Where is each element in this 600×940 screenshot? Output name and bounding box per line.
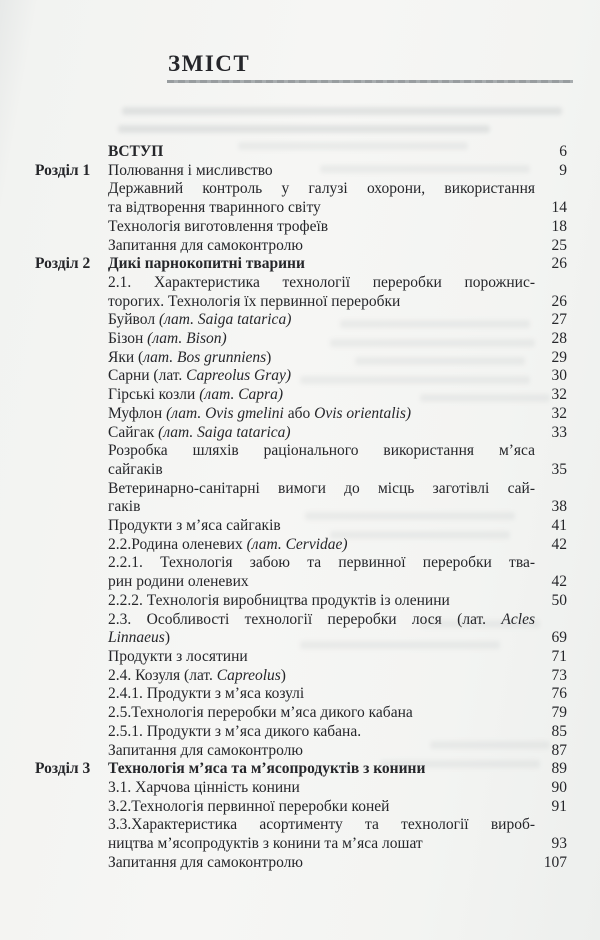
- toc-entry-text: [108, 180, 535, 217]
- toc-row: [35, 779, 567, 798]
- entry-text: 2.5.1. Продукти з м’яса дикого кабана.: [108, 722, 362, 740]
- toc-entry-line: [108, 723, 535, 742]
- page-number: 18: [551, 217, 567, 235]
- page-number: 76: [551, 685, 567, 703]
- toc-entry-text: [108, 779, 535, 798]
- toc-row: [35, 742, 567, 761]
- page-number: 41: [551, 517, 567, 535]
- toc-row: [35, 798, 567, 817]
- entry-text: Технологія виготовлення трофеїв: [108, 217, 329, 235]
- toc-row: [35, 723, 567, 742]
- latin-name: (лат. Capra): [199, 386, 283, 404]
- toc-entry-text: [108, 218, 535, 237]
- page-number: 85: [551, 722, 567, 740]
- entry-text: ): [280, 666, 286, 684]
- entry-text: 2.2.1. Технологія забою та первинної переробки тва-: [108, 554, 535, 572]
- toc-entry-line: [108, 704, 535, 723]
- latin-name: (лат. Saiga tatarica): [158, 311, 292, 329]
- page-number: 69: [551, 629, 567, 647]
- toc-entry-line: [108, 536, 535, 555]
- toc-entry-text: [108, 536, 535, 555]
- page-number: 38: [551, 498, 567, 516]
- latin-name: (лат. Ovis gmelini: [166, 404, 284, 422]
- page-number: 32: [551, 404, 567, 422]
- toc-entry-text: [108, 816, 535, 853]
- chapter-label: Розділ 1: [35, 161, 91, 179]
- latin-name: (лат. Saiga tatarica): [158, 423, 291, 441]
- entry-text: Гірські козли: [108, 386, 200, 404]
- toc-entry-line: [108, 330, 535, 349]
- toc-row: [35, 330, 567, 349]
- toc-entry-line: [108, 554, 535, 573]
- bleed-through-mark: [118, 125, 490, 133]
- toc-row: [35, 592, 567, 611]
- entry-text: Продукти з м’яса сайгаків: [108, 517, 281, 535]
- page-number: 6: [559, 143, 567, 160]
- entry-text: Державний контроль у галузі охорони, використання: [108, 180, 535, 198]
- toc-row: [35, 554, 567, 591]
- entry-text: Продукти з лосятини: [108, 647, 248, 665]
- latin-name: (лат. Cervidae): [246, 535, 348, 553]
- page-number: 32: [551, 386, 567, 404]
- toc-row: [35, 255, 567, 274]
- entry-text: 3.3.Характеристика асортименту та технології вироб-: [108, 816, 535, 834]
- page-number: 30: [551, 367, 567, 385]
- toc-entry-text: [108, 648, 535, 667]
- page-number: 29: [551, 348, 567, 366]
- entry-text: та відтворення тваринного світу: [108, 199, 321, 217]
- toc-row: [35, 442, 567, 479]
- page-number: 71: [551, 647, 567, 665]
- entry-text: Запитання для самоконтролю: [108, 853, 303, 871]
- chapter-label: Розділ 3: [35, 760, 91, 778]
- toc-entry-text: [108, 723, 535, 742]
- entry-text: Муфлон: [108, 404, 167, 422]
- toc-entry-text: [108, 667, 535, 686]
- page-number: 33: [551, 423, 567, 441]
- toc-entry-text: [108, 367, 535, 386]
- entry-text: 2.1. Характеристика технології переробки порожнис-: [108, 273, 535, 291]
- toc-entry-line: [108, 367, 535, 386]
- page-number: 87: [551, 741, 567, 759]
- toc-entry-line: [108, 199, 535, 218]
- toc-row: [35, 760, 567, 779]
- toc-row: [35, 386, 567, 405]
- latin-name: (лат. Bison): [147, 330, 227, 348]
- entry-text: Розробка шляхів раціонального використання м’яса: [108, 442, 535, 460]
- toc-entry-line: [108, 517, 535, 536]
- toc-row: [35, 180, 567, 217]
- toc-row: [35, 162, 567, 181]
- entry-text: Сарни (лат.: [108, 367, 187, 385]
- page-number: 42: [551, 573, 567, 591]
- entry-text: сайгаків: [108, 460, 163, 478]
- entry-text: 3.2.Технологія первинної переробки коней: [108, 797, 390, 815]
- toc-entry-text: [108, 330, 535, 349]
- entry-text: або: [283, 404, 315, 422]
- entry-text: 2.5.Технологія переробки м’яса дикого кабана: [108, 704, 413, 722]
- entry-text: Сайгак: [108, 423, 159, 441]
- page-number: 107: [543, 853, 567, 871]
- page-number: 28: [551, 330, 567, 348]
- toc-row: [35, 480, 567, 517]
- toc-entry-line: [108, 274, 535, 293]
- toc-entry-line: [108, 611, 535, 630]
- latin-name: Ovis orientalis): [314, 404, 412, 422]
- toc-row: [35, 237, 567, 256]
- toc-entry-line: [108, 798, 535, 817]
- toc-row: [35, 274, 567, 311]
- toc-row: [35, 704, 567, 723]
- toc-entry-line: [108, 293, 535, 312]
- toc-entry-line: [108, 835, 535, 854]
- toc-entry-line: [108, 180, 535, 199]
- toc-entry-line: [108, 442, 535, 461]
- latin-name: Capreolus Gray): [186, 367, 292, 385]
- toc-entry-text: [108, 592, 535, 611]
- toc-entry-line: [108, 162, 535, 181]
- entry-text: рин родини оленевих: [108, 573, 249, 591]
- entry-text: 3.1. Харчова цінність конини: [108, 778, 300, 796]
- toc-entry-line: [108, 480, 535, 499]
- toc-entry-line: [108, 742, 535, 761]
- toc-row: [35, 816, 567, 853]
- toc-entry-line: [108, 255, 535, 274]
- toc-entry-line: [108, 424, 535, 443]
- entry-text: 2.4.1. Продукти з м’яса козулі: [108, 685, 305, 703]
- toc-entry-line: [108, 349, 535, 368]
- latin-name: Acles: [501, 610, 535, 628]
- page-number: 14: [551, 199, 567, 217]
- entry-text: 2.2.Родина оленевих: [108, 535, 247, 553]
- toc-entry-text: [108, 480, 535, 517]
- entry-text: Дикі парнокопитні тварини: [108, 255, 305, 273]
- entry-text: ): [266, 348, 272, 366]
- latin-name: лат. Bos grunniens: [143, 348, 267, 366]
- toc-entry-line: [108, 218, 535, 237]
- entry-text: Технологія м’яса та м’ясопродуктів з конини: [108, 760, 426, 778]
- toc-entry-line: [108, 629, 535, 648]
- toc-entry-text: [108, 611, 535, 648]
- toc-row: [35, 667, 567, 686]
- toc-row: [35, 536, 567, 555]
- entry-text: Бізон: [108, 330, 148, 348]
- page-number: 25: [551, 236, 567, 254]
- toc-entry-text: [108, 798, 535, 817]
- toc-entry-text: [108, 424, 535, 443]
- page-number: 9: [559, 161, 567, 179]
- toc-entry-text: [108, 685, 535, 704]
- toc-entry-text: [108, 704, 535, 723]
- entry-text: 2.2.2. Технологія виробництва продуктів із оленини: [108, 591, 450, 609]
- page-number: 90: [551, 778, 567, 796]
- toc-entry-text: [108, 349, 535, 368]
- entry-text: Яки (: [108, 348, 144, 366]
- bleed-through-mark: [122, 107, 562, 115]
- toc-entry-line: [108, 405, 535, 424]
- entry-text: ): [164, 629, 171, 647]
- toc-entry-line: [108, 854, 535, 873]
- toc-row: [35, 517, 567, 536]
- page-number: 42: [551, 535, 567, 553]
- entry-text: 2.3. Особливості технології переробки лося (лат.: [108, 610, 502, 628]
- latin-name: Capreolus: [216, 666, 281, 684]
- toc-entry-line: [108, 143, 535, 162]
- toc-entry-line: [108, 816, 535, 835]
- toc-entry-text: [108, 742, 535, 761]
- toc-row: [35, 648, 567, 667]
- entry-text: ВСТУП: [108, 143, 164, 160]
- toc-entry-line: [108, 667, 535, 686]
- page-number: 91: [551, 797, 567, 815]
- toc-entry-line: [108, 461, 535, 480]
- page-number: 73: [551, 666, 567, 684]
- toc-entry-text: [108, 274, 535, 311]
- toc-entry-line: [108, 498, 535, 517]
- toc-entry-text: [108, 517, 535, 536]
- entry-text: 2.4. Козуля (лат.: [108, 666, 217, 684]
- toc-entry-text: [108, 386, 535, 405]
- toc-entry-line: [108, 311, 535, 330]
- toc-entry-text: [108, 554, 535, 591]
- toc-row: [35, 424, 567, 443]
- toc-row: [35, 367, 567, 386]
- toc-entry-line: [108, 779, 535, 798]
- toc-entry-line: [108, 760, 535, 779]
- toc-entry-line: [108, 685, 535, 704]
- page-number: 26: [551, 255, 567, 273]
- toc-entry-line: [108, 592, 535, 611]
- toc-entry-text: [108, 237, 535, 256]
- toc-entry-line: [108, 386, 535, 405]
- title-rule: [167, 80, 573, 83]
- page-number: 93: [551, 835, 567, 853]
- entry-text: гаків: [108, 498, 141, 516]
- page-number: 26: [551, 292, 567, 310]
- toc-row: [35, 405, 567, 424]
- chapter-label: Розділ 2: [35, 255, 91, 273]
- toc-entry-line: [108, 237, 535, 256]
- entry-text: ництва м’ясопродуктів з конини та м’яса лошат: [108, 835, 423, 853]
- page-number: 89: [551, 760, 567, 778]
- toc-entry-text: [108, 760, 535, 779]
- toc-entry-text: [108, 255, 535, 274]
- toc-entry-text: [108, 405, 535, 424]
- page-number: 27: [551, 311, 567, 329]
- entry-text: торогих. Технологія їх первинної переробки: [108, 292, 401, 310]
- toc-row: [35, 685, 567, 704]
- page-title: ЗМІСТ: [168, 51, 251, 76]
- toc-entry-line: [108, 573, 535, 592]
- toc-entry-text: [108, 311, 535, 330]
- toc-row: [35, 854, 567, 873]
- toc-entry-text: [108, 442, 535, 479]
- page-number: 50: [551, 591, 567, 609]
- toc-entry-text: [108, 162, 535, 181]
- toc-entry-line: [108, 648, 535, 667]
- entry-text: Буйвол: [108, 311, 159, 329]
- entry-text: Полювання і мисливство: [108, 161, 273, 179]
- entry-text: Запитання для самоконтролю: [108, 236, 303, 254]
- toc-row: [35, 311, 567, 330]
- entry-text: Ветеринарно-санітарні вимоги до місць заготівлі сай-: [108, 479, 535, 497]
- table-of-contents: [35, 143, 567, 872]
- toc-entry-text: [108, 854, 535, 873]
- toc-entry-text: [108, 143, 535, 162]
- toc-row: [35, 218, 567, 237]
- page-number: 79: [551, 704, 567, 722]
- toc-row: [35, 349, 567, 368]
- page-number: 35: [551, 460, 567, 478]
- toc-row: [35, 143, 567, 162]
- entry-text: Запитання для самоконтролю: [108, 741, 303, 759]
- latin-name: Linnaeus: [108, 629, 165, 647]
- toc-row: [35, 611, 567, 648]
